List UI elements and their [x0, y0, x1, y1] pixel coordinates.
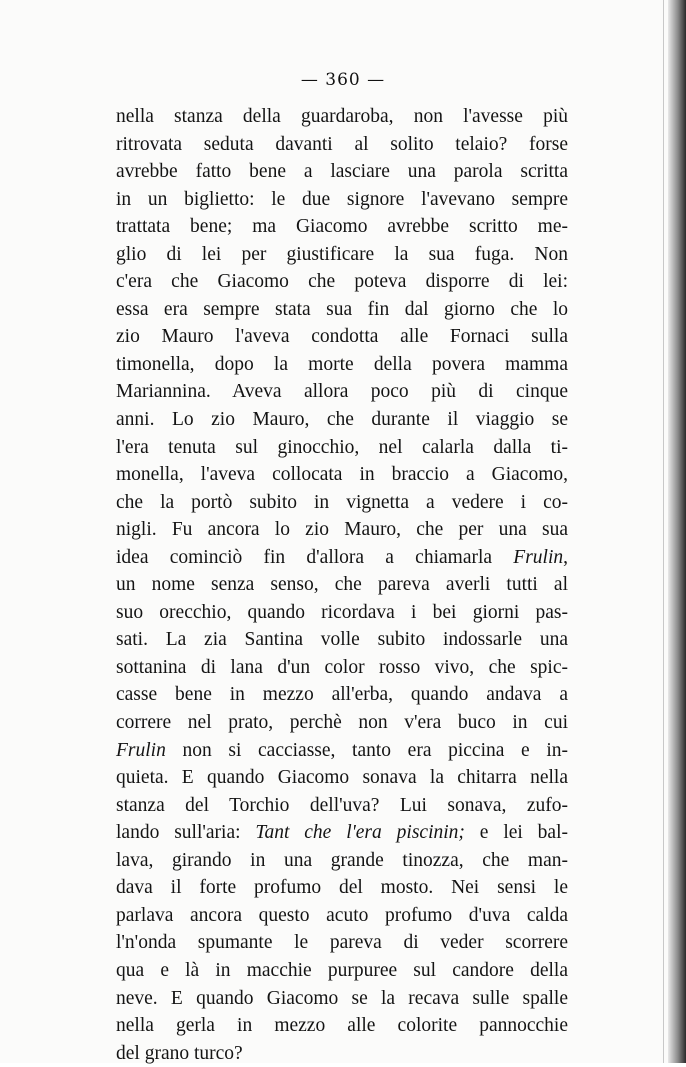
text-line: essa era sempre stata sua fin dal giorno che lo — [116, 298, 568, 320]
text-line: glio di lei per giustificare la sua fuga. Non — [116, 243, 568, 265]
text-line — [116, 737, 568, 765]
text-line: trattata bene; ma Giacomo avrebbe scritto me- — [116, 216, 568, 238]
text-line — [116, 544, 568, 572]
text-line: suo orecchio, quando ricordava i bei giorni pas- — [116, 601, 568, 623]
text-line: quieta. E quando Giacomo sonava la chitarra nella — [116, 767, 568, 789]
page-binding-shadow — [668, 0, 686, 1063]
text-line: ritrovata seduta davanti al solito telaio? forse — [116, 133, 568, 155]
text-line: sati. La zia Santina volle subito indossarle una — [116, 629, 568, 651]
text-line: anni. Lo zio Mauro, che durante il viaggio se — [116, 409, 568, 431]
text-line: dava il forte profumo del mosto. Nei sensi le — [116, 877, 568, 899]
text-segment: idea cominciò fin d'allora a chiamarla — [116, 546, 514, 568]
text-line: timonella, dopo la morte della povera mamma — [116, 353, 568, 375]
text-segment: non si cacciasse, tanto era piccina e in- — [165, 739, 568, 761]
text-line: casse bene in mezzo all'erba, quando andava a — [116, 684, 568, 706]
text-line: Mariannina. Aveva allora poco più di cinque — [116, 381, 568, 403]
text-line: monella, l'aveva collocata in braccio a Giacomo, — [116, 464, 568, 486]
text-line: nella stanza della guardaroba, non l'avesse più — [116, 106, 568, 127]
text-line: sottanina di lana d'un color rosso vivo, che spic- — [116, 656, 568, 678]
text-segment: lando sull'aria: — [116, 822, 256, 844]
italic-text: Frulin — [513, 546, 564, 568]
text-line: un nome senza senso, che pareva averli tutti al — [116, 574, 568, 596]
text-line: zio Mauro l'aveva condotta alle Fornaci sulla — [116, 326, 568, 348]
text-line: qua e là in macchie purpuree sul candore della — [116, 959, 568, 981]
text-line: stanza del Torchio dell'uva? Lui sonava, zufo- — [116, 794, 568, 816]
text-segment: e lei bal- — [464, 822, 568, 844]
italic-text: Frulin — [116, 739, 166, 761]
text-line: neve. E quando Giacomo se la recava sulle spalle — [116, 987, 568, 1009]
page-number: — 360 — — [300, 70, 386, 90]
text-line: l'n'onda spumante le pareva di veder scorrere — [116, 932, 568, 954]
text-line: nigli. Fu ancora lo zio Mauro, che per una sua — [116, 519, 568, 541]
text-segment: , — [563, 546, 568, 568]
text-line: in un biglietto: le due signore l'avevano sempre — [116, 188, 568, 210]
body-text — [116, 103, 568, 1067]
italic-text: Tant che l'era piscinin; — [255, 822, 465, 844]
page-edge-line — [663, 0, 664, 1063]
text-line: c'era che Giacomo che poteva disporre di lei: — [116, 271, 568, 293]
text-line: del grano turco? — [116, 1042, 243, 1064]
text-line: lava, girando in una grande tinozza, che man- — [116, 849, 568, 871]
text-line: correre nel prato, perchè non v'era buco in cui — [116, 712, 568, 734]
text-line: che la portò subito in vignetta a vedere i co- — [116, 491, 568, 513]
text-line: l'era tenuta sul ginocchio, nel calarla dalla ti- — [116, 436, 568, 458]
text-line: avrebbe fatto bene a lasciare una parola scritta — [116, 161, 568, 183]
text-line: nella gerla in mezzo alle colorite pannocchie — [116, 1015, 568, 1037]
text-line: parlava ancora questo acuto profumo d'uva calda — [116, 904, 568, 926]
text-line — [116, 819, 568, 847]
